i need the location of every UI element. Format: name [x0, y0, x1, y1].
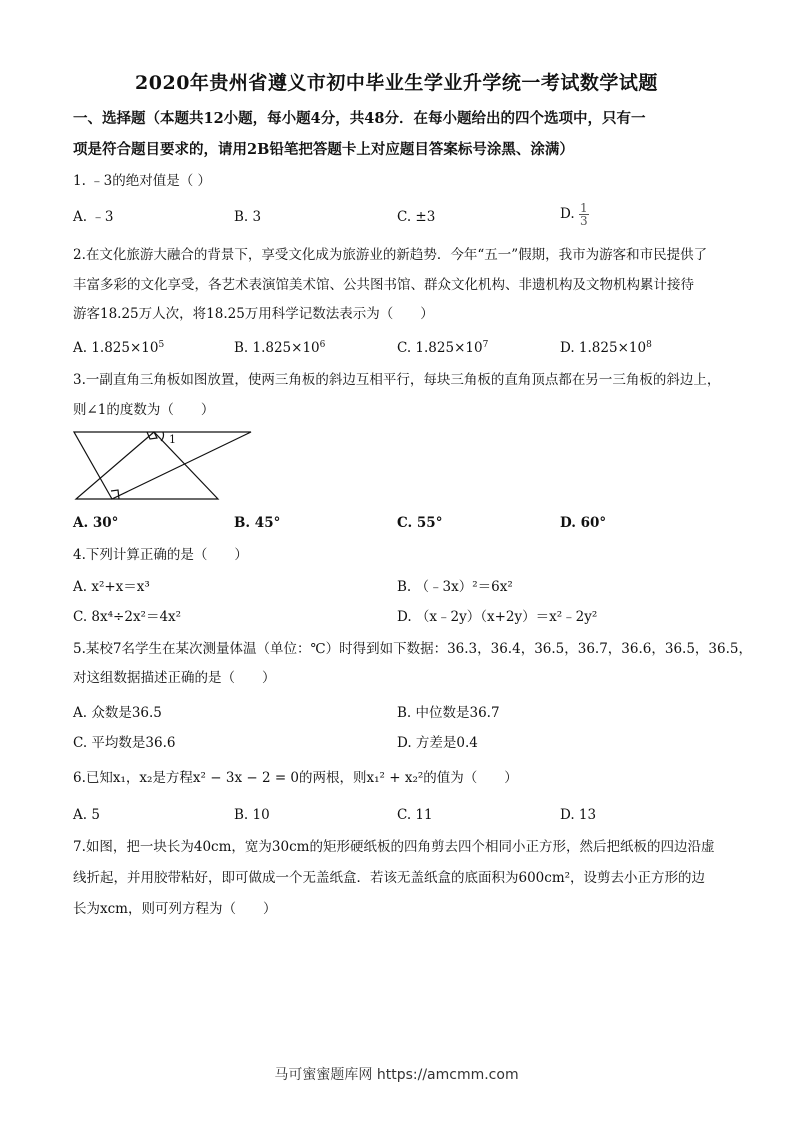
q3-line-2: 则∠1的度数为（ ）	[73, 402, 215, 418]
q4-option-c: C. 8x⁴÷2x²＝4x²	[73, 609, 182, 625]
q3-option-a: A. 30°	[73, 515, 119, 531]
q7-line-2: 线折起，并用胶带粘好，即可做成一个无盖纸盒．若该无盖纸盒的底面积为600cm²，设剪去小正方形的边	[73, 870, 706, 886]
q1-fraction-denominator: 3	[579, 214, 588, 228]
q4-option-b: B. （﹣3x）²＝6x²	[397, 579, 513, 595]
q1-stem: 1. ﹣3的绝对值是（ ）	[73, 173, 212, 189]
q3-option-c: C. 55°	[397, 515, 443, 531]
q2-option-a-base: A. 1.825×10	[73, 340, 159, 356]
q1-option-c: C. ±3	[397, 209, 436, 225]
q3-option-b: B. 45°	[234, 515, 281, 531]
q1-option-d-label: D.	[560, 206, 575, 222]
section-heading-line-2: 项是符合题目要求的，请用2B铅笔把答题卡上对应题目答案标号涂黑、涂满）	[73, 141, 574, 158]
q3-option-d: D. 60°	[560, 515, 607, 531]
q2-option-c-base: C. 1.825×10	[397, 340, 483, 356]
section-heading-line-1: 一、选择题（本题共12小题，每小题4分，共48分．在每小题给出的四个选项中，只有一	[73, 110, 646, 127]
q2-option-b-base: B. 1.825×10	[234, 340, 320, 356]
q5-option-c: C. 平均数是36.6	[73, 735, 176, 751]
q1-fraction-numerator: 1	[579, 201, 588, 215]
footer-watermark: 马可蜜蜜题库网 https://amcmm.com	[274, 1067, 519, 1083]
q6-stem: 6.已知x₁，x₂是方程x² − 3x − 2 = 0的两根，则x₁² + x₂²的值为（ ）	[73, 770, 518, 786]
q1-option-a: A. ﹣3	[73, 209, 114, 225]
q2-option-a-exponent: 5	[158, 340, 165, 350]
q4-option-a: A. x²+x＝x³	[73, 579, 150, 595]
q2-option-d-exponent: 8	[646, 340, 652, 350]
q6-option-b: B. 10	[234, 807, 270, 823]
q2-option-d-base: D. 1.825×10	[560, 340, 647, 356]
q6-option-a: A. 5	[73, 807, 100, 823]
page-title: 2020年贵州省遵义市初中毕业生学业升学统一考试数学试题	[135, 72, 658, 94]
q2-line-2: 丰富多彩的文化享受，各艺术表演馆美术馆、公共图书馆、群众文化机构、非遗机构及文物机构累计接待	[73, 277, 694, 293]
q2-option-c-exponent: 7	[482, 340, 489, 350]
q5-option-a: A. 众数是36.5	[73, 705, 162, 721]
q7-line-1: 7.如图，把一块长为40cm，宽为30cm的矩形硬纸板的四角剪去四个相同小正方形，然后把纸板的四边沿虚	[73, 839, 715, 855]
q3-angle-label: 1	[169, 433, 176, 446]
q3-triangle-lower	[76, 432, 218, 499]
q2-line-1: 2.在文化旅游大融合的背景下，享受文化成为旅游业的新趋势．今年“五一”假期，我市为游客和市民提供了	[73, 247, 708, 263]
q3-angle-arc	[161, 432, 163, 441]
q7-line-3: 长为xcm，则可列方程为（ ）	[73, 901, 277, 917]
q2-line-3: 游客18.25万人次，将18.25万用科学记数法表示为（ ）	[73, 306, 434, 322]
q2-option-d	[560, 339, 652, 357]
q5-option-b: B. 中位数是36.7	[397, 705, 500, 721]
q1-fraction	[579, 202, 589, 227]
q4-stem: 4.下列计算正确的是（ ）	[73, 547, 248, 563]
q3-triangle-upper	[74, 432, 251, 499]
q4-option-d: D. （x﹣2y）（x+2y）＝x²﹣2y²	[397, 609, 598, 625]
q6-option-d: D. 13	[560, 807, 597, 823]
q5-option-d: D. 方差是0.4	[397, 735, 478, 751]
q1-option-d	[560, 202, 589, 227]
q2-option-b	[234, 339, 325, 357]
q2-option-a	[73, 339, 164, 357]
q5-line-2: 对这组数据描述正确的是（ ）	[73, 670, 276, 686]
q2-option-c	[397, 339, 488, 357]
q3-line-1: 3.一副直角三角板如图放置，使两三角板的斜边互相平行，每块三角板的直角顶点都在另一三角板的斜边上，	[73, 372, 721, 388]
q6-option-c: C. 11	[397, 807, 433, 823]
q2-option-b-exponent: 6	[319, 340, 326, 350]
q1-option-b: B. 3	[234, 209, 262, 225]
q3-triangles-figure	[73, 428, 255, 504]
q5-line-1: 5.某校7名学生在某次测量体温（单位：℃）时得到如下数据：36.3，36.4，36.5，36.7，36.6，36.5，36.5，	[73, 641, 752, 657]
